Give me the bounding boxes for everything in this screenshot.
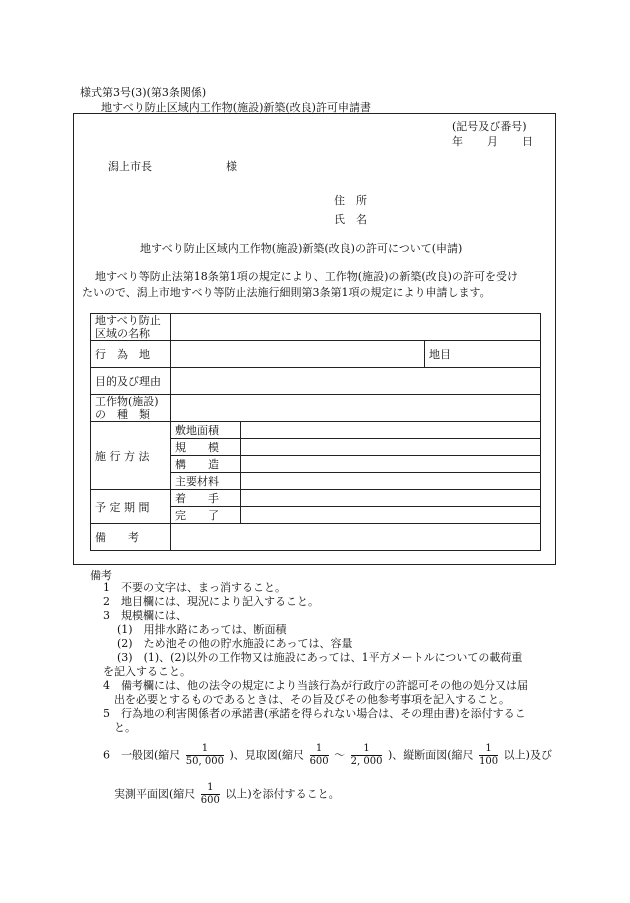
date-day: 日 (522, 135, 533, 148)
structure-type-label: 工作物(施設) の 種 類 (91, 395, 171, 422)
form-title: 地すべり防止区域内工作物(施設)新築(改良)許可申請書 (101, 101, 371, 114)
structure-type-field[interactable] (171, 395, 541, 422)
date-month: 月 (487, 135, 498, 148)
note-item: 2 地目欄には、現況により記入すること。 (103, 595, 319, 608)
method-item-label: 主要材料 (171, 473, 241, 490)
materials-field[interactable] (241, 473, 541, 490)
note-subitem: (1) 用排水路にあっては、断面積 (117, 623, 287, 636)
method-item-label: 構 造 (171, 456, 241, 473)
body-line-1: 地すべり等防止法第18条第1項の規定により、工作物(施設)の新築(改良)の許可を受け (95, 270, 518, 283)
name-label: 氏 名 (334, 213, 367, 226)
method-label: 施 行 方 法 (91, 422, 171, 490)
scale-field[interactable] (241, 439, 541, 456)
structure-field[interactable] (241, 456, 541, 473)
area-name-label: 地すべり防止 区域の名称 (91, 314, 171, 341)
note-item: 1 不要の文字は、まっ消すること。 (103, 581, 286, 594)
notes-heading: 備考 (90, 569, 112, 582)
completion-date-field[interactable] (241, 507, 541, 524)
period-item-label: 着 手 (171, 490, 241, 507)
notes-list (95, 581, 528, 735)
scale-fraction: $\frac{1}{100}$ (479, 743, 499, 767)
method-item-label: 規 模 (171, 439, 241, 456)
form-number: 様式第3号(3)(第3条関係) (80, 86, 207, 99)
addressee-honorific: 様 (226, 160, 237, 173)
reference-number: (記号及び番号) (452, 120, 527, 133)
remarks-field[interactable] (171, 524, 541, 551)
area-name-field[interactable] (171, 314, 541, 341)
start-date-field[interactable] (241, 490, 541, 507)
scale-fraction: $\frac{1}{50, 000}$ (185, 743, 224, 767)
period-label: 予 定 期 間 (91, 490, 171, 524)
purpose-field[interactable] (171, 368, 541, 395)
note-item: 4 備考欄には、他の法令の規定により当該行為が行政庁の許認可その他の処分又は届 (103, 679, 528, 692)
land-category-cell[interactable] (425, 341, 541, 368)
purpose-label: 目的及び理由 (91, 368, 171, 395)
scale-fraction: $\frac{1}{600}$ (200, 782, 220, 806)
note-subitem: (2) ため池その他の貯水施設にあっては、容量 (117, 637, 353, 650)
scale-fraction: $\frac{1}{2, 000}$ (350, 743, 383, 767)
subject-line: 地すべり防止区域内工作物(施設)新築(改良)の許可について(申請) (140, 242, 463, 255)
address-label: 住 所 (334, 194, 367, 207)
site-label: 行 為 地 (91, 341, 171, 368)
date-year: 年 (452, 135, 463, 148)
period-item-label: 完 了 (171, 507, 241, 524)
note-6-line-2: 実測平面図(縮尺 $\frac{1}{600}$ 以上)を添付すること。 (114, 782, 340, 806)
note-6-line-1: 6 一般図(縮尺 $\frac{1}{50, 000}$ )、見取図(縮尺 $\frac{1}{600}$ ～ $\frac{1}{2, 000}$ )、縦断面図(縮尺 $\frac{1}{100}$ 以上)及び (103, 743, 552, 767)
note-item: 3 規模欄には、 (103, 609, 187, 622)
land-category-label: 地目 (429, 348, 451, 361)
site-field[interactable] (171, 341, 425, 368)
scale-fraction: $\frac{1}{600}$ (309, 743, 329, 767)
note-item: と。 (114, 721, 136, 734)
note-subitem: を記入すること。 (103, 665, 191, 678)
site-area-field[interactable] (241, 422, 541, 439)
note-item: 出を必要とするものであるときは、その旨及びその他参考事項を記入すること。 (114, 693, 510, 706)
note-subitem: (3) (1)、(2)以外の工作物又は施設にあっては、1平方メートルについての載荷重 (117, 651, 523, 664)
note-item: 5 行為地の利害関係者の承諾書(承諾を得られない場合は、その理由書)を添付するこ (103, 707, 526, 720)
remarks-label: 備 考 (91, 524, 171, 551)
method-item-label: 敷地面積 (171, 422, 241, 439)
addressee: 潟上市長 (108, 160, 152, 173)
body-line-2: たいので、潟上市地すべり等防止法施行細則第3条第1項の規定により申請します。 (82, 286, 491, 299)
application-table (90, 313, 541, 551)
